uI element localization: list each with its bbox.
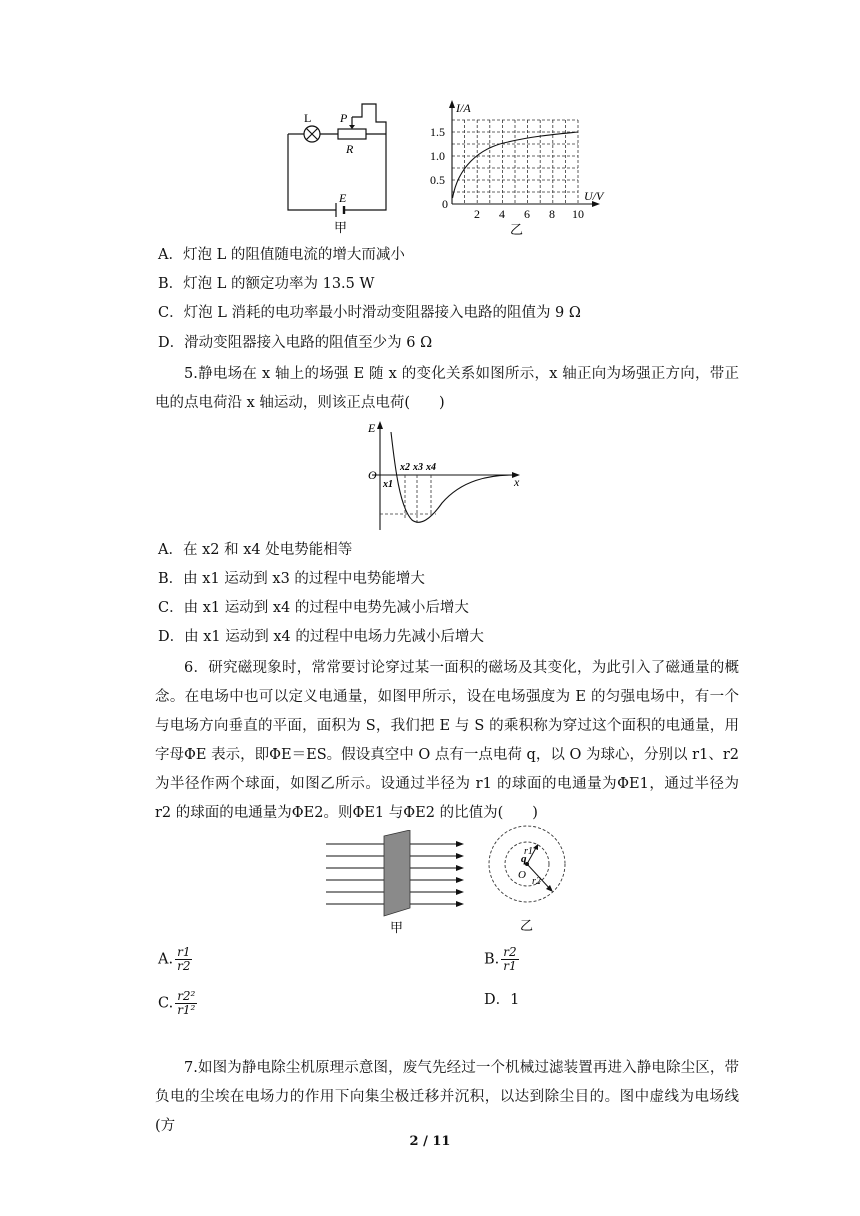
flux-figure-right xyxy=(484,818,574,936)
battery-label: E xyxy=(339,191,347,205)
q5-option-b: B．由 x1 运动到 x3 的过程中电势能增大 xyxy=(158,571,425,587)
fig4-caption-right: 乙 xyxy=(510,222,524,237)
center-label: O xyxy=(518,869,526,881)
e-x-graph xyxy=(364,418,530,534)
q4-option-b: B．灯泡 L 的额定功率为 13.5 W xyxy=(158,276,375,292)
fig4-caption-left: 甲 xyxy=(334,220,348,235)
q6-option-d: D．1 xyxy=(484,992,520,1008)
r1-label: r1 xyxy=(524,846,533,857)
x4-label: x4 xyxy=(426,462,436,473)
resistor-label: R xyxy=(346,142,354,156)
xtick-label: 4 xyxy=(499,207,505,221)
charge-label: q xyxy=(521,853,527,865)
graph-origin: 0 xyxy=(442,197,448,211)
slider-label: P xyxy=(340,111,348,125)
iu-graph xyxy=(418,98,618,238)
x2-label: x2 xyxy=(400,462,410,473)
graph-xlabel: U/V xyxy=(584,189,604,203)
ytick-label: 1.5 xyxy=(430,125,445,139)
ex-xlabel: x xyxy=(514,475,520,489)
ytick-label: 1.0 xyxy=(430,149,445,163)
r2-label: r2 xyxy=(532,876,541,887)
x1-label: x1 xyxy=(383,479,393,490)
graph-ylabel: I/A xyxy=(456,101,471,115)
xtick-label: 8 xyxy=(549,207,555,221)
q5-option-a: A．在 x2 和 x4 处电势能相等 xyxy=(158,542,353,558)
q5-stem: 5.静电场在 x 轴上的场强 E 随 x 的变化关系如图所示，x 轴正向为场强正方向，带正电的点电荷沿 x 轴运动，则该正点电荷( ) xyxy=(155,366,739,411)
q7-stem: 7.如图为静电除尘机原理示意图，废气先经过一个机械过滤装置再进入静电除尘区，带负电的尘埃在电场力的作用下向集尘极迁移并沉积，以达到除尘目的。图中虚线为电场线(方 xyxy=(155,1060,739,1134)
q6-option-c: C. $\frac{\text{r2²}}{\text{r1²}}$ xyxy=(158,989,196,1017)
ytick-label: 0.5 xyxy=(430,173,445,187)
q4-option-c: C．灯泡 L 消耗的电功率最小时滑动变阻器接入电路的阻值为 9 Ω xyxy=(158,305,581,321)
flux-caption-right: 乙 xyxy=(520,918,534,933)
flux-caption-left: 甲 xyxy=(390,920,404,935)
ex-origin: O xyxy=(368,468,377,482)
lamp-label: L xyxy=(304,111,312,125)
q4-option-a: A．灯泡 L 的阻值随电流的增大而减小 xyxy=(158,247,405,263)
page-number: 2 / 11 xyxy=(409,1134,451,1149)
q5-option-d: D．由 x1 运动到 x4 的过程中电场力先减小后增大 xyxy=(158,629,484,645)
xtick-label: 6 xyxy=(524,207,530,221)
xtick-label: 2 xyxy=(474,207,480,221)
q6-option-a: A. $\frac{r1}{r2}$ xyxy=(158,945,191,973)
flux-figure-left xyxy=(320,830,470,935)
ex-ylabel: E xyxy=(368,421,376,435)
q4-option-d: D．滑动变阻器接入电路的阻值至少为 6 Ω xyxy=(158,335,433,351)
xtick-label: 10 xyxy=(572,207,584,221)
x3-label: x3 xyxy=(413,462,423,473)
q6-stem: 6．研究磁现象时，常常要讨论穿过某一面积的磁场及其变化，为此引入了磁通量的概念。在电场中也可以定义电通量，如图甲所示，设在电场强度为 E 的匀强电场中，有一个与电场方向垂直的平面，面积为 S，我们把 E 与 S 的乘积称为穿过这个面积的电通量，用字母ΦE 表示，即ΦE＝ES。假设真空中 O 点有一点电荷 q，以 O 为球心，分别以 r1、r2 为半径作两个球面，如图乙所示。设通过半径为 r1 的球面的电通量为ΦE1，通过半径为 r2 的球面的电通量为ΦE2。则ΦE1 与ΦE2 的比值为( ) xyxy=(155,660,739,821)
q6-option-b: B. $\frac{r2}{r1}$ xyxy=(484,945,517,973)
circuit-diagram xyxy=(282,100,392,235)
q5-option-c: C．由 x1 运动到 x4 的过程中电势先减小后增大 xyxy=(158,600,469,616)
